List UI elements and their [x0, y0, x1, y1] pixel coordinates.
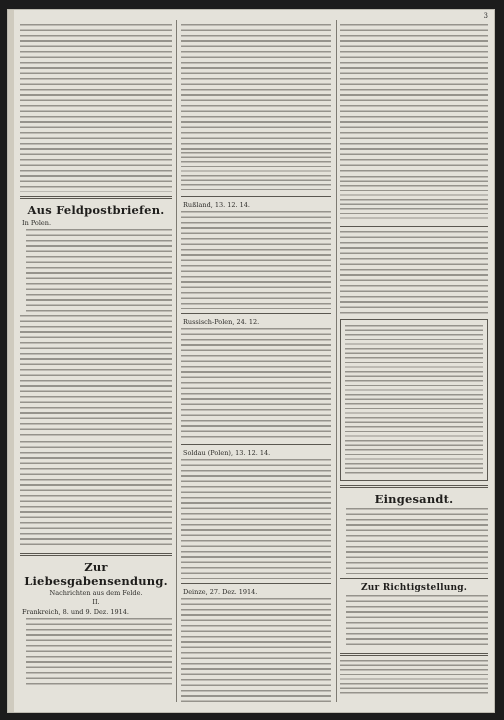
article-text-block [340, 231, 488, 315]
letter-divider [181, 196, 331, 197]
letter-divider [181, 313, 331, 314]
letter-dateline: Rußland, 13. 12. 14. [183, 201, 250, 209]
poem-text-block [345, 325, 483, 475]
letter-text-block [181, 598, 331, 702]
section-divider [340, 653, 488, 656]
section-divider [340, 485, 488, 488]
section-divider [340, 226, 488, 227]
letter-dateline: Deinze, 27. Dez. 1914. [183, 588, 258, 596]
poem-box [340, 319, 488, 481]
page-number: 3 [483, 12, 488, 20]
letter-text-block [181, 211, 331, 309]
column-1 [20, 22, 172, 702]
article-text-block [340, 176, 488, 222]
letter-dateline: Soldau (Polen), 13. 12. 14. [183, 449, 271, 457]
article-text-block [346, 595, 488, 649]
article-text-block [346, 508, 488, 574]
notice-text-block [340, 660, 488, 694]
letter-divider [181, 444, 331, 445]
section-place: In Polen. [22, 219, 52, 227]
article-text-block [340, 24, 488, 174]
letter-text-block [181, 152, 331, 192]
letter-divider [181, 583, 331, 584]
section-subheading: Nachrichten aus dem Felde. [49, 589, 143, 597]
section-divider [20, 553, 172, 556]
section-divider [340, 578, 488, 579]
column-rule-left [176, 20, 177, 702]
column-rule-right [336, 20, 337, 702]
letter-text-block [181, 459, 331, 579]
section-heading: Aus Feldpostbriefen. [27, 203, 165, 217]
section-divider [20, 196, 172, 199]
section-dateline: Frankreich, 8. und 9. Dez. 1914. [22, 608, 129, 616]
letter-text-block [20, 315, 172, 439]
letter-dateline: Russisch-Polen, 24. 12. [183, 318, 260, 326]
section-heading: Eingesandt. [374, 492, 454, 506]
section-heading: Zur Liebesgabensendung. [24, 560, 168, 588]
letter-text-block [26, 618, 172, 688]
letter-text-block [20, 441, 172, 549]
letter-text-block [181, 24, 331, 150]
letter-text-block [181, 328, 331, 440]
newspaper-page [8, 10, 494, 712]
article-text-block [20, 24, 172, 192]
page-binding-edge [8, 10, 14, 712]
column-2 [181, 22, 331, 702]
section-number: II. [92, 598, 100, 606]
letter-text-block [26, 229, 172, 313]
column-3 [340, 22, 488, 702]
section-heading: Zur Richtigstellung. [360, 583, 468, 593]
